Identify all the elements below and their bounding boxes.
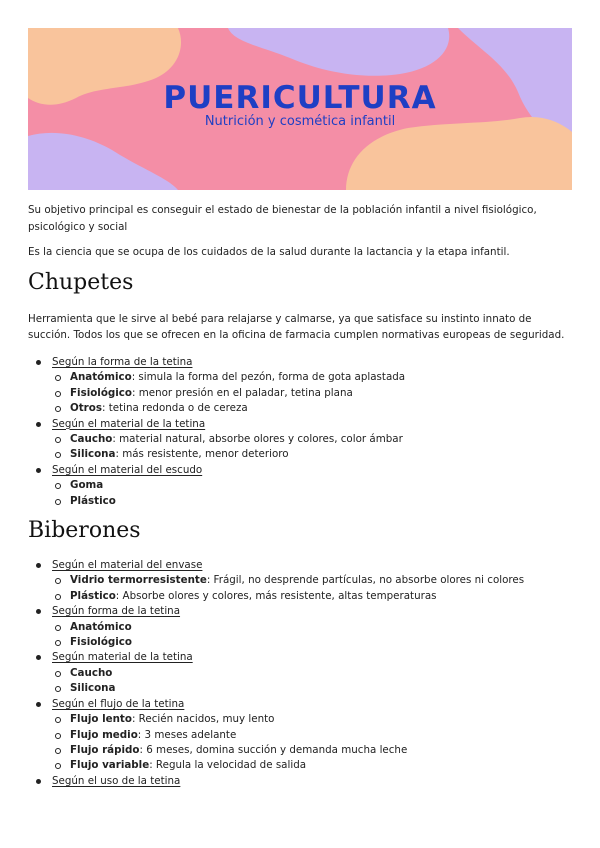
circle-bullet-icon xyxy=(55,406,61,412)
subitem-list xyxy=(52,712,576,774)
item-description: : más resistente, menor deterioro xyxy=(115,448,289,461)
item-term: Fisiológico xyxy=(70,386,132,399)
bullet-icon xyxy=(36,779,41,784)
circle-bullet-icon xyxy=(55,625,61,631)
list-item xyxy=(52,401,576,416)
list-item xyxy=(52,681,576,696)
bullet-icon xyxy=(36,655,41,660)
item-description: : tetina redonda o de cereza xyxy=(101,402,248,415)
item-term: Flujo medio xyxy=(70,728,138,741)
circle-bullet-icon xyxy=(55,499,61,505)
category-item xyxy=(28,463,576,509)
list-item xyxy=(52,478,576,493)
category-label: Según el material de la tetina xyxy=(52,417,206,430)
item-term: Flujo rápido xyxy=(70,743,140,756)
category-item xyxy=(28,558,576,604)
circle-bullet-icon xyxy=(55,671,61,677)
circle-bullet-icon xyxy=(55,391,61,397)
circle-bullet-icon xyxy=(55,375,61,381)
banner-title: PUERICULTURA xyxy=(163,80,437,116)
subitem-list xyxy=(52,370,576,416)
intro-paragraph-2: Es la ciencia que se ocupa de los cuidados de la salud durante la lactancia y la etapa infantil. xyxy=(28,246,510,259)
section-heading-chupetes: Chupetes xyxy=(28,269,134,295)
subitem-list xyxy=(52,432,576,463)
item-term: Silicona xyxy=(70,448,116,461)
circle-bullet-icon xyxy=(55,452,61,458)
circle-bullet-icon xyxy=(55,640,61,646)
bullet-icon xyxy=(36,563,41,568)
item-term: Goma xyxy=(70,479,104,492)
item-description: : 6 meses, domina succión y demanda mucha leche xyxy=(139,743,408,756)
item-term: Fisiológico xyxy=(70,636,132,649)
biberones-list xyxy=(28,558,576,789)
list-item xyxy=(52,712,576,727)
item-term: Flujo lento xyxy=(70,713,132,726)
category-label: Según el uso de la tetina xyxy=(52,774,181,787)
category-label: Según la forma de la tetina xyxy=(52,355,193,368)
item-description: : 3 meses adelante xyxy=(137,728,237,741)
item-term: Anatómico xyxy=(70,371,132,384)
category-label: Según el material del envase xyxy=(52,559,203,572)
item-term: Flujo variable xyxy=(70,759,150,772)
list-item xyxy=(52,494,576,509)
circle-bullet-icon xyxy=(55,763,61,769)
circle-bullet-icon xyxy=(55,594,61,600)
chupetes-description: Herramienta que le sirve al bebé para relajarse y calmarse, ya que satisface su instinto innato de succión. Todos los que se ofrecen en la oficina de farmacia cumplen normativas europeas de seguridad. xyxy=(28,312,565,342)
banner-subtitle: Nutrición y cosmética infantil xyxy=(204,114,396,129)
circle-bullet-icon xyxy=(55,733,61,739)
item-term: Plástico xyxy=(70,494,116,507)
category-item xyxy=(28,355,576,417)
item-description: : simula la forma del pezón, forma de gota aplastada xyxy=(131,371,406,384)
item-term: Vidrio termorresistente xyxy=(70,574,207,587)
bullet-icon xyxy=(36,422,41,427)
subitem-list xyxy=(52,478,576,509)
category-item xyxy=(28,774,576,789)
category-label: Según material de la tetina xyxy=(52,651,193,664)
circle-bullet-icon xyxy=(55,748,61,754)
section-heading-biberones: Biberones xyxy=(28,518,141,544)
item-description: : Frágil, no desprende partículas, no absorbe olores ni colores xyxy=(206,574,525,587)
document-body xyxy=(28,202,576,789)
circle-bullet-icon xyxy=(55,717,61,723)
item-term: Plástico xyxy=(70,589,116,602)
item-term: Otros xyxy=(70,402,102,415)
list-item xyxy=(52,758,576,773)
subitem-list xyxy=(52,666,576,697)
item-description: : menor presión en el paladar, tetina plana xyxy=(131,386,353,399)
circle-bullet-icon xyxy=(55,686,61,692)
circle-bullet-icon xyxy=(55,578,61,584)
item-description: : Recién nacidos, muy lento xyxy=(131,713,275,726)
list-item xyxy=(52,386,576,401)
category-label: Según el flujo de la tetina xyxy=(52,697,185,710)
category-item xyxy=(28,417,576,463)
list-item xyxy=(52,432,576,447)
intro-paragraph-1: Su objetivo principal es conseguir el estado de bienestar de la población infantil a nivel fisiológico, psicológico y social xyxy=(28,204,537,233)
list-item xyxy=(52,635,576,650)
category-item xyxy=(28,604,576,650)
item-term: Anatómico xyxy=(70,620,132,633)
list-item xyxy=(52,743,576,758)
list-item xyxy=(52,728,576,743)
list-item xyxy=(52,447,576,462)
item-term: Caucho xyxy=(70,433,113,445)
item-description: : Regula la velocidad de salida xyxy=(149,759,307,772)
list-item xyxy=(52,589,576,604)
category-label: Según el material del escudo xyxy=(52,463,203,476)
header-banner xyxy=(28,28,572,190)
item-term: Silicona xyxy=(70,682,116,695)
bullet-icon xyxy=(36,360,41,365)
list-item xyxy=(52,666,576,681)
bullet-icon xyxy=(36,702,41,707)
circle-bullet-icon xyxy=(55,437,61,443)
subitem-list xyxy=(52,573,576,604)
category-item xyxy=(28,697,576,774)
item-description: : material natural, absorbe olores y colores, color ámbar xyxy=(112,433,403,445)
subitem-list xyxy=(52,620,576,651)
bullet-icon xyxy=(36,609,41,614)
list-item xyxy=(52,620,576,635)
category-label: Según forma de la tetina xyxy=(52,605,181,618)
circle-bullet-icon xyxy=(55,483,61,489)
item-description: : Absorbe olores y colores, más resistente, altas temperaturas xyxy=(115,589,437,602)
list-item xyxy=(52,573,576,588)
list-item xyxy=(52,370,576,385)
item-term: Caucho xyxy=(70,666,113,679)
bullet-icon xyxy=(36,468,41,473)
category-item xyxy=(28,650,576,696)
chupetes-list xyxy=(28,355,576,509)
